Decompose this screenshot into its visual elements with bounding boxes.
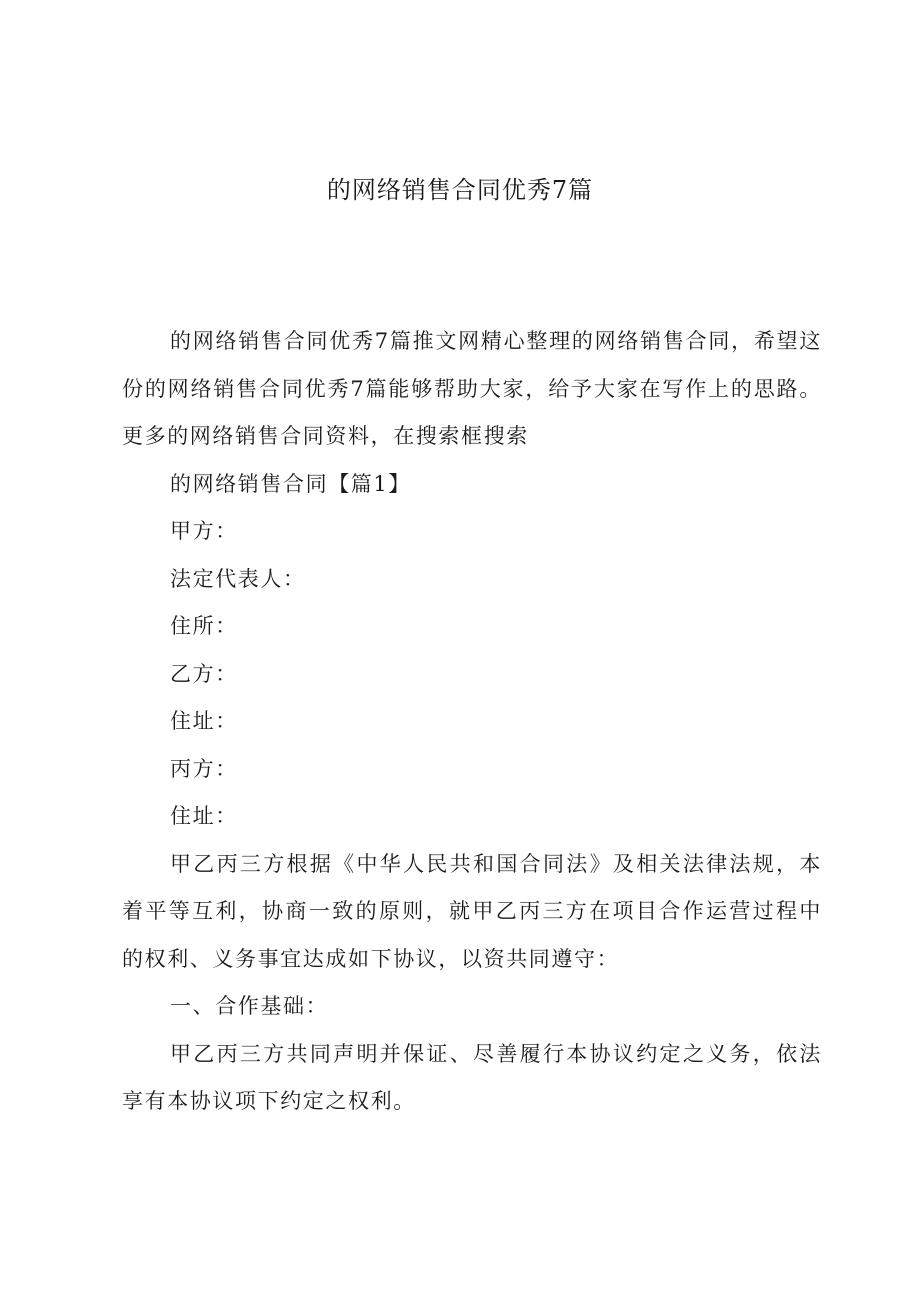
agreement-preamble-paragraph: 甲乙丙三方根据《中华人民共和国合同法》及相关法律法规，本着平等互利，协商一致的原则，就甲乙丙三方在项目合作运营过程中的权利、义务事宜达成如下协议，以资共同遵守： — [122, 851, 822, 971]
party-b-address-label: 住址： — [170, 709, 238, 733]
section-heading-part-1: 的网络销售合同【篇1】 — [170, 471, 411, 496]
document-title: 的网络销售合同优秀7篇 — [326, 176, 594, 204]
document-body — [122, 318, 822, 1126]
clause-paragraph: 甲乙丙三方共同声明并保证、尽善履行本协议约定之义务，依法享有本协议项下约定之权利。 — [122, 1041, 822, 1113]
intro-paragraph: 的网络销售合同优秀7篇推文网精心整理的网络销售合同，希望这份的网络销售合同优秀7篇能够帮助大家，给予大家在写作上的思路。更多的网络销售合同资料，在搜索框搜索 — [122, 329, 822, 448]
party-c-address-label: 住址： — [170, 804, 238, 828]
party-a-label: 甲方： — [170, 519, 238, 543]
party-b-label: 乙方： — [170, 661, 238, 686]
party-a-address-label: 住所： — [170, 614, 238, 638]
party-c-label: 丙方： — [170, 756, 238, 781]
clause-heading-cooperation-basis: 一、合作基础： — [170, 994, 329, 1018]
legal-representative-label: 法定代表人： — [170, 566, 306, 591]
